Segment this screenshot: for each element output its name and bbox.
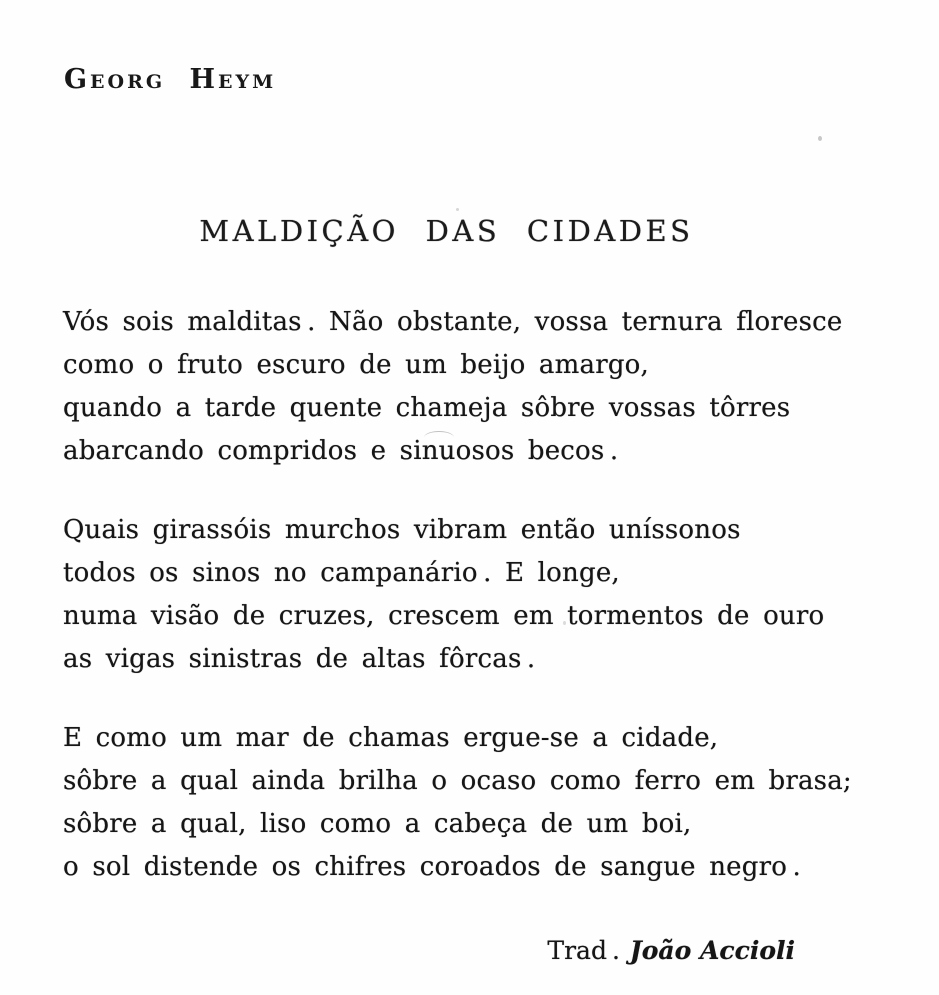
poem-line: as vigas sinistras de altas fôrcas . <box>63 644 536 674</box>
poem-line: como o fruto escuro de um beijo amargo, <box>63 350 649 380</box>
scan-scratch-mark <box>424 431 454 444</box>
poem-line: E como um mar de chamas ergue-se a cidade, <box>63 723 719 753</box>
poem-line: Vós sois malditas . Não obstante, vossa ternura floresce <box>63 307 843 337</box>
translator-name: João Accioli <box>629 936 795 965</box>
poem-line: todos os sinos no campanário . E longe, <box>63 558 620 588</box>
poem-title: MALDIÇÃO DAS CIDADES <box>199 214 694 248</box>
scan-speck <box>563 621 566 625</box>
translator-prefix: Trad . <box>547 936 620 965</box>
poem-line: abarcando compridos e sinuosos becos . <box>63 436 619 466</box>
stanza-3 <box>63 717 852 889</box>
stanza-2 <box>63 509 824 681</box>
poem-line: o sol distende os chifres coroados de sangue negro . <box>63 852 801 882</box>
poet-name: Georg Heym <box>64 64 277 95</box>
poem-line: quando a tarde quente chameja sôbre vossas tôrres <box>63 393 791 423</box>
poem-line: sôbre a qual ainda brilha o ocaso como ferro em brasa; <box>63 766 852 796</box>
scan-speck <box>456 208 459 211</box>
poem-line: numa visão de cruzes, crescem em tormentos de ouro <box>63 601 825 631</box>
poem-line: Quais girassóis murchos vibram então uníssonos <box>63 515 741 545</box>
stanza-1 <box>63 301 843 473</box>
poem-line: sôbre a qual, liso como a cabeça de um boi, <box>63 809 692 839</box>
scan-speck <box>818 136 822 141</box>
translator-credit <box>547 936 795 965</box>
